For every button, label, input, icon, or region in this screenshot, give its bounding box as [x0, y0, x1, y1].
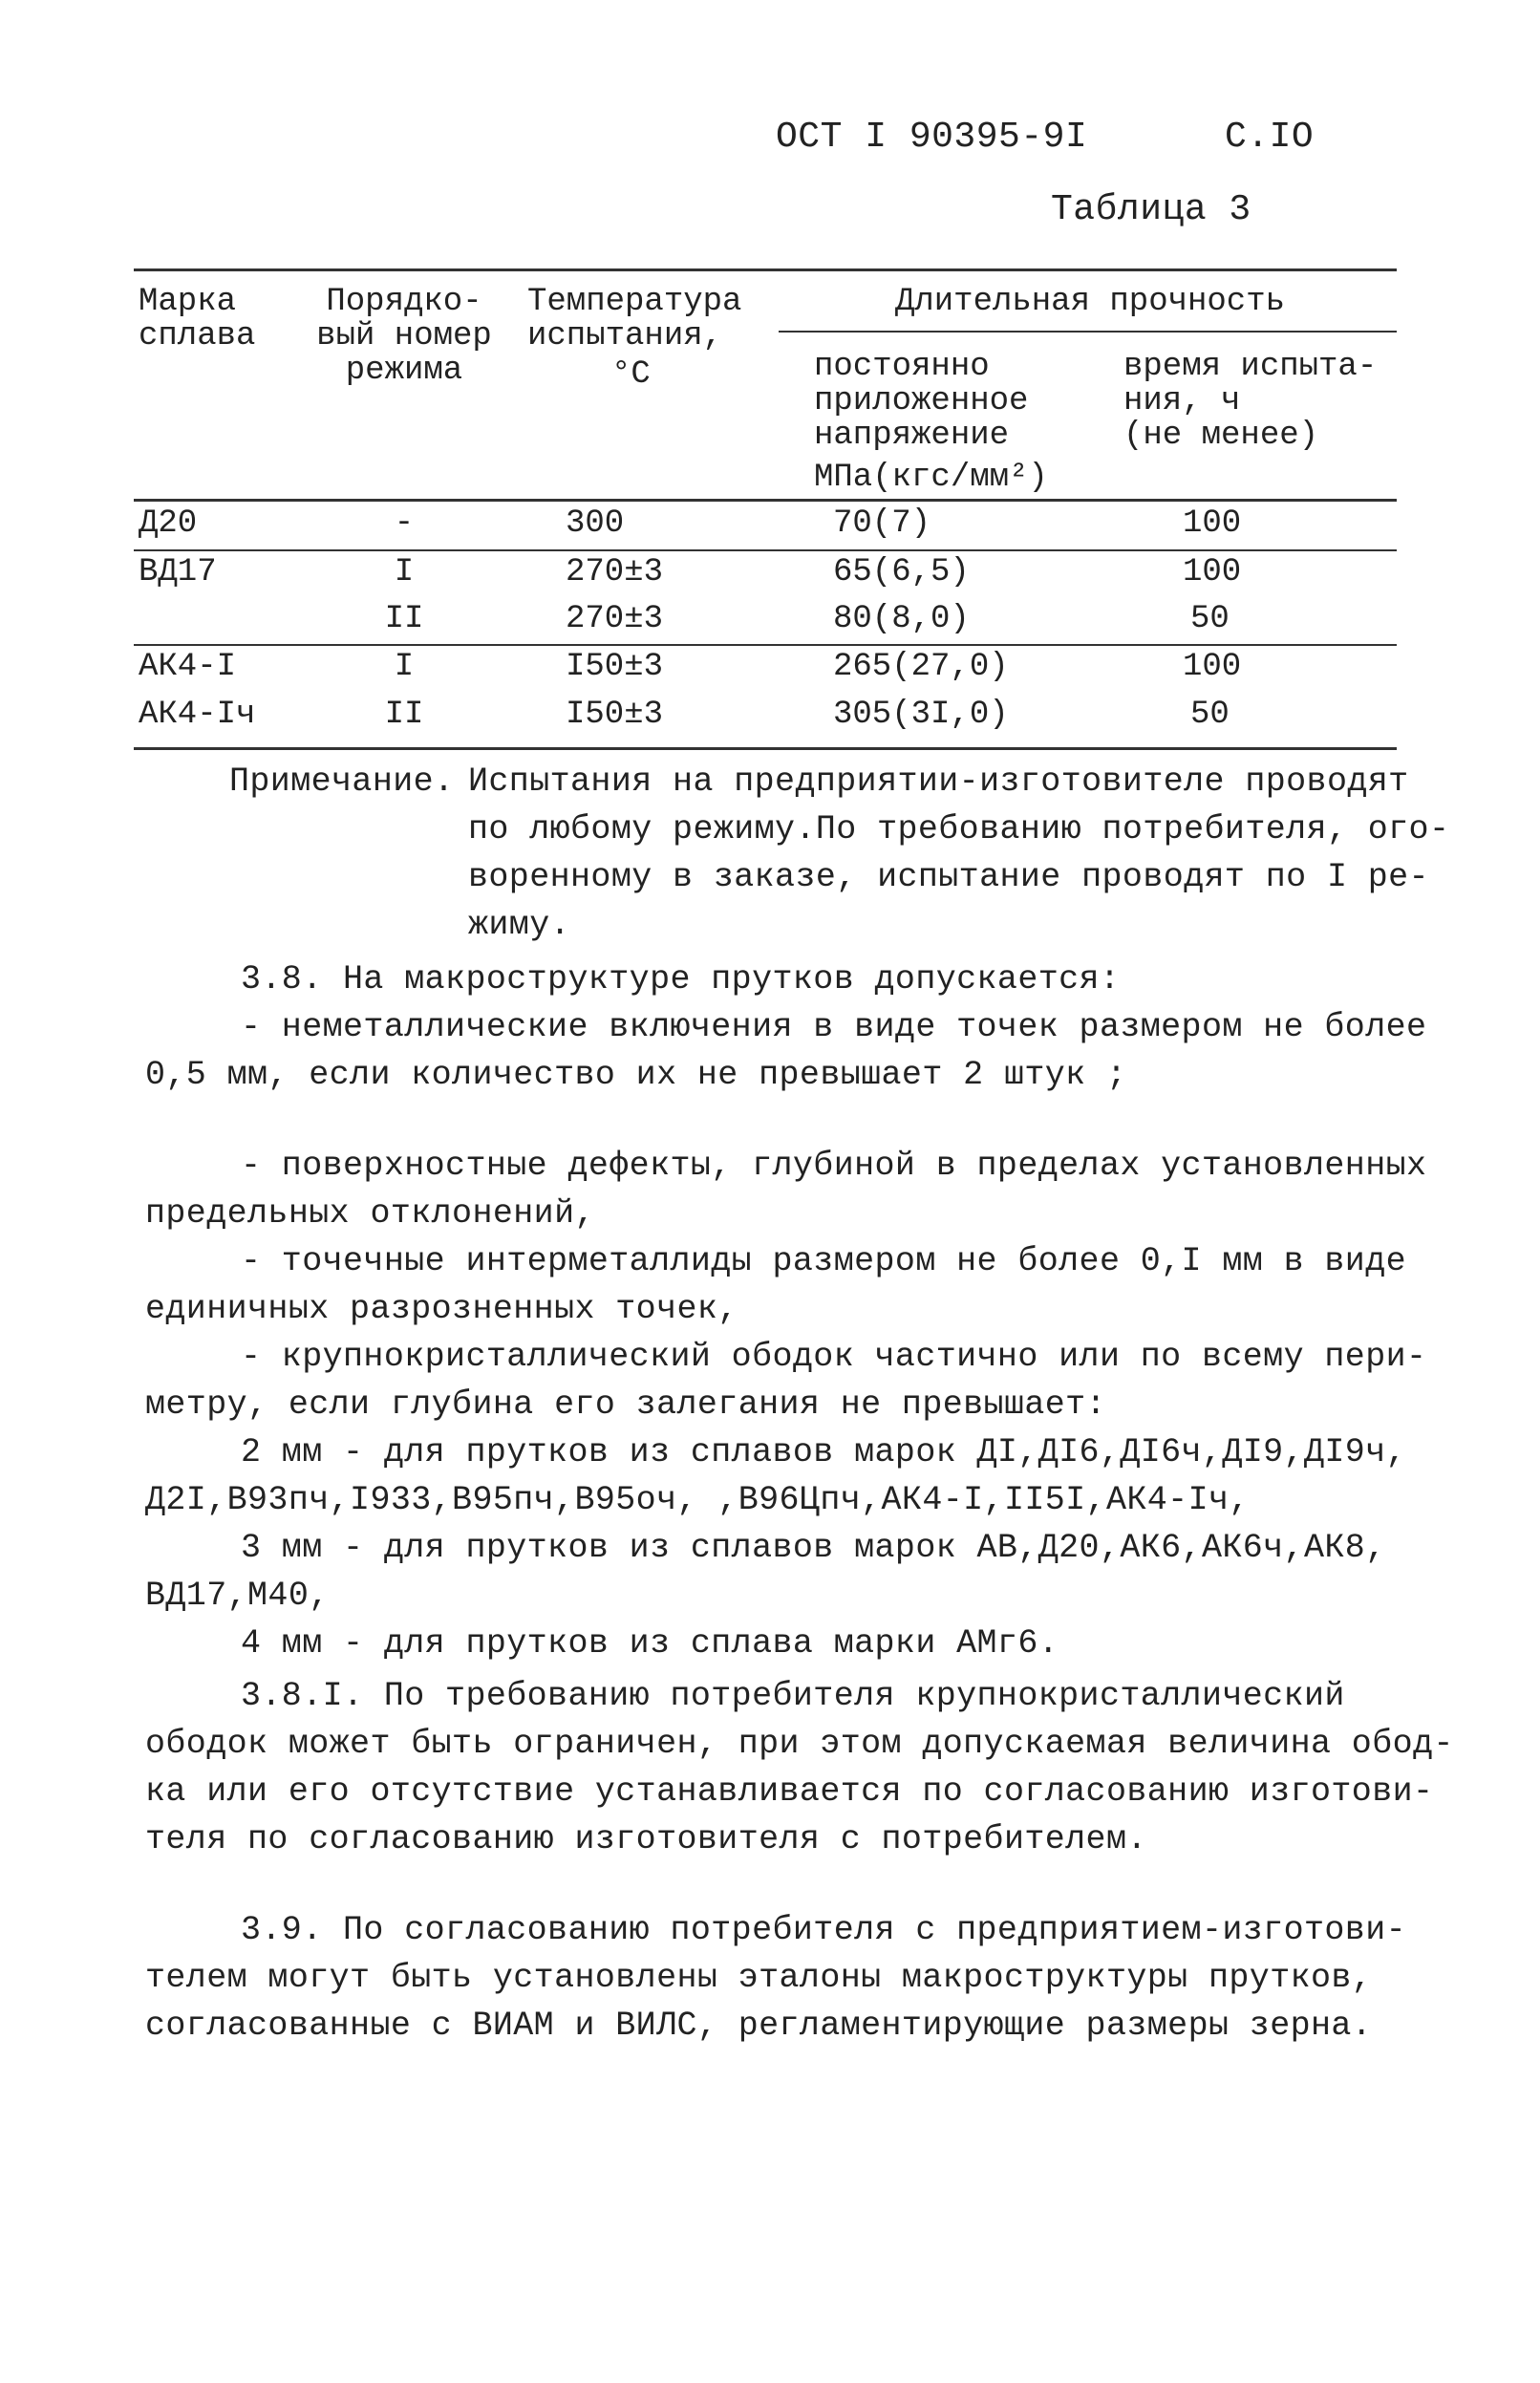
row4-temp: I50±3 — [566, 649, 664, 685]
row4-grade: АК4-I — [139, 649, 237, 685]
row4-mode: I — [394, 649, 415, 685]
text-line: Д2I,В93пч,I933,В95пч,В95оч, ,В96Цпч,АК4-I,II5I,АК4-Iч, — [145, 1481, 1250, 1519]
text-line: 3 мм - для прутков из сплавов марок АВ,Д20,АК6,АК6ч,АК8, — [241, 1529, 1386, 1567]
row3-mode: II — [384, 601, 424, 637]
row2-stress: 65(6,5) — [833, 554, 970, 590]
row5-temp: I50±3 — [566, 697, 664, 733]
row5-grade: АК4-Iч — [139, 697, 256, 733]
row3-stress: 80(8,0) — [833, 601, 970, 637]
text-line: ВД17,М40, — [145, 1577, 330, 1615]
header-grade: Марка сплава — [139, 284, 256, 354]
row3-time: 50 — [1190, 601, 1230, 637]
note-line: по любому режиму.По требованию потребителя, ого- — [468, 810, 1450, 848]
text-line: 2 мм - для прутков из сплавов марок ДI,ДI6,ДI6ч,ДI9,ДI9ч, — [241, 1433, 1406, 1471]
table-top-rule — [134, 268, 1397, 271]
header-time: время испыта- ния, ч (не менее) — [1123, 349, 1378, 454]
row5-stress: 305(3I,0) — [833, 697, 1009, 733]
row4-time: 100 — [1183, 649, 1242, 685]
text-line: 0,5 мм, если количество их не превышает 2 штук ; — [145, 1056, 1127, 1094]
header-stress-unit: МПа(кгс/мм²) — [814, 460, 1048, 496]
header-temp: Температура испытания, — [527, 284, 742, 354]
text-line: ка или его отсутствие устанавливается по согласованию изготови- — [145, 1772, 1434, 1811]
row4-stress: 265(27,0) — [833, 649, 1009, 685]
header-group-rule — [779, 331, 1397, 333]
text-line: теля по согласованию изготовителя с потребителем. — [145, 1820, 1147, 1858]
row5-mode: II — [384, 697, 424, 733]
text-line: - точечные интерметаллиды размером не более 0,I мм в виде — [241, 1242, 1406, 1280]
row2-temp: 270±3 — [566, 554, 664, 590]
text-line: 4 мм - для прутков из сплава марки АМг6. — [241, 1624, 1059, 1663]
note-line: Испытания на предприятии-изготовителе проводят — [468, 762, 1409, 801]
row1-temp: 300 — [566, 505, 625, 542]
row1-mode: - — [394, 505, 415, 542]
row1-rule — [134, 549, 1397, 551]
header-long-strength: Длительная прочность — [894, 284, 1286, 320]
text-line: телем могут быть установлены эталоны макроструктуры прутков, — [145, 1959, 1373, 1997]
row1-stress: 70(7) — [833, 505, 931, 542]
row3-rule — [134, 644, 1397, 646]
table-bottom-rule — [134, 747, 1397, 750]
note-line: жиму. — [468, 906, 571, 944]
note-label: Примечание. — [229, 762, 455, 801]
text-line: единичных разрозненных точек, — [145, 1290, 738, 1328]
section-3-9: 3.9. По согласованию потребителя с предприятием-изготови- — [241, 1911, 1406, 1949]
note-line: воренному в заказе, испытание проводят по I ре- — [468, 858, 1429, 896]
section-3-8-1: 3.8.I. По требованию потребителя крупнокристаллический — [241, 1677, 1345, 1715]
header-mode: Порядко- вый номер режима — [316, 284, 492, 389]
page-number: С.IO — [1225, 117, 1315, 158]
text-line: согласованные с ВИАМ и ВИЛС, регламентирующие размеры зерна. — [145, 2007, 1373, 2045]
text-line: - неметаллические включения в виде точек размером не более — [241, 1008, 1427, 1046]
text-line: - крупнокристаллический ободок частично или по всему пери- — [241, 1338, 1427, 1376]
text-line: метру, если глубина его залегания не превышает: — [145, 1385, 1106, 1424]
text-line: ободок может быть ограничен, при этом допускаемая величина обод- — [145, 1725, 1454, 1763]
header-temp-unit: °C — [611, 356, 651, 393]
row2-time: 100 — [1183, 554, 1242, 590]
row1-grade: Д20 — [139, 505, 198, 542]
standard-number: ОСТ I 90395-9I — [776, 117, 1088, 158]
table-label: Таблица 3 — [1051, 189, 1251, 230]
section-3-8-heading: 3.8. На макроструктуре прутков допускается: — [241, 960, 1121, 998]
row5-time: 50 — [1190, 697, 1230, 733]
header-bottom-rule — [134, 499, 1397, 502]
row1-time: 100 — [1183, 505, 1242, 542]
row3-temp: 270±3 — [566, 601, 664, 637]
header-stress: постоянно приложенное напряжение — [814, 349, 1029, 454]
row2-mode: I — [394, 554, 415, 590]
row2-grade: ВД17 — [139, 554, 217, 590]
text-line: - поверхностные дефекты, глубиной в пределах установленных — [241, 1147, 1427, 1185]
text-line: предельных отклонений, — [145, 1194, 595, 1233]
